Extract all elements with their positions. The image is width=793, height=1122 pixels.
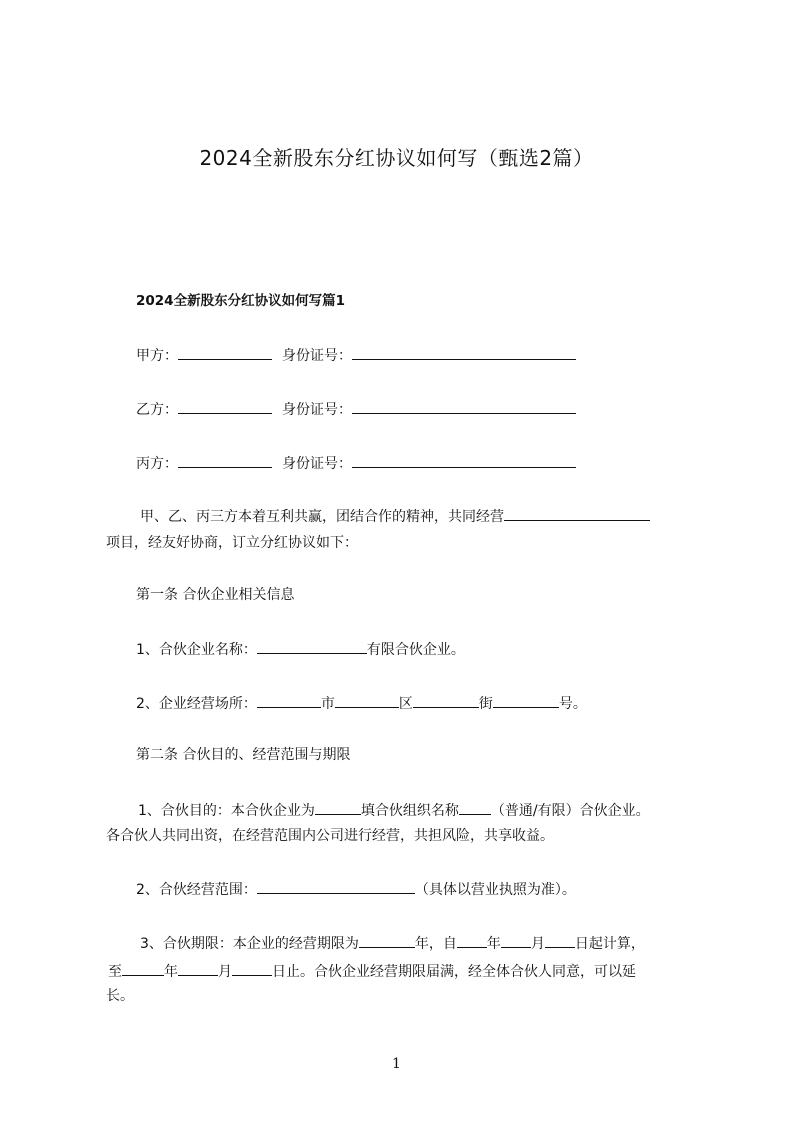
article-2-item-1-mid: 填合伙组织名称	[360, 803, 459, 819]
start-year-label: 年	[486, 936, 501, 952]
article-2-item-1-suffix: （普通/有限）合伙企业。	[490, 803, 650, 819]
end-year-label: 年	[164, 964, 178, 980]
document-title: 2024全新股东分红协议如何写（甄选2篇）	[199, 146, 594, 170]
end-to-label: 至	[108, 964, 122, 980]
end-day-label: 日止。合伙企业经营期限届满，经全体合伙人同意，可以延	[272, 964, 636, 980]
party-b-line	[136, 398, 576, 420]
end-month-label: 月	[218, 964, 232, 980]
organization-name-blank	[459, 799, 491, 815]
end-month-blank	[178, 960, 218, 976]
start-day-blank	[545, 932, 575, 948]
article-1-item-1-prefix: 1、合伙企业名称：	[136, 642, 257, 658]
page-number: 1	[392, 1056, 401, 1072]
term-years-blank	[359, 932, 415, 948]
article-2-item-3-line-3: 长。	[106, 988, 134, 1004]
article-2-item-3-line-2	[108, 960, 636, 982]
party-a-id-label: 身份证号：	[282, 348, 352, 364]
project-name-blank	[504, 505, 650, 521]
partnership-name-blank	[257, 638, 367, 654]
article-2-item-3	[140, 932, 645, 954]
article-2-item-2	[136, 878, 576, 900]
partnership-type-blank	[315, 799, 361, 815]
city-blank	[257, 692, 321, 708]
intro-line-1	[140, 505, 650, 527]
party-a-line	[136, 344, 576, 366]
article-2-heading: 第二条 合伙目的、经营范围与期限	[136, 747, 351, 763]
article-2-item-1-prefix: 1、合伙目的：本合伙企业为	[138, 803, 315, 819]
article-1-heading: 第一条 合伙企业相关信息	[136, 587, 295, 603]
district-blank	[335, 692, 399, 708]
party-b-id-blank	[352, 398, 576, 414]
end-year-blank	[122, 960, 164, 976]
term-years-label: 年，自	[414, 936, 457, 952]
party-c-label: 丙方：	[136, 456, 178, 472]
party-c-id-label: 身份证号：	[282, 456, 352, 472]
article-2-item-2-prefix: 2、合伙经营范围：	[136, 882, 257, 898]
article-2-item-1	[138, 799, 650, 821]
party-a-label: 甲方：	[136, 348, 178, 364]
article-2-item-3-prefix: 3、合伙期限：本企业的经营期限为	[140, 936, 359, 952]
party-c-line	[136, 452, 576, 474]
article-1-item-2	[136, 692, 587, 714]
party-b-id-label: 身份证号：	[282, 402, 352, 418]
intro-text-1: 甲、乙、丙三方本着互利共赢，团结合作的精神，共同经营	[140, 509, 504, 525]
number-label: 号。	[558, 696, 587, 712]
section-heading: 2024全新股东分红协议如何写篇1	[136, 293, 345, 309]
end-day-blank	[232, 960, 272, 976]
article-1-item-1-suffix: 有限合伙企业。	[366, 642, 465, 658]
party-c-id-blank	[352, 452, 576, 468]
article-1-item-2-prefix: 2、企业经营场所：	[136, 696, 257, 712]
city-label: 市	[320, 696, 335, 712]
start-month-label: 月	[530, 936, 545, 952]
party-b-name-blank	[178, 398, 272, 414]
start-month-blank	[501, 932, 531, 948]
start-day-label: 日起计算，	[574, 936, 645, 952]
article-2-item-2-suffix: （具体以营业执照为准）。	[414, 882, 576, 898]
article-1-item-1	[136, 638, 465, 660]
article-2-item-1-line-2: 各合伙人共同出资，在经营范围内公司进行经营，共担风险，共享收益。	[106, 828, 554, 844]
party-a-name-blank	[178, 344, 272, 360]
start-year-blank	[457, 932, 487, 948]
party-c-name-blank	[178, 452, 272, 468]
party-b-label: 乙方：	[136, 402, 178, 418]
party-a-id-blank	[352, 344, 576, 360]
street-label: 街	[478, 696, 493, 712]
intro-line-2: 项目，经友好协商，订立分红协议如下：	[106, 535, 358, 551]
business-scope-blank	[257, 878, 415, 894]
street-blank	[413, 692, 479, 708]
district-label: 区	[398, 696, 413, 712]
number-blank	[493, 692, 559, 708]
